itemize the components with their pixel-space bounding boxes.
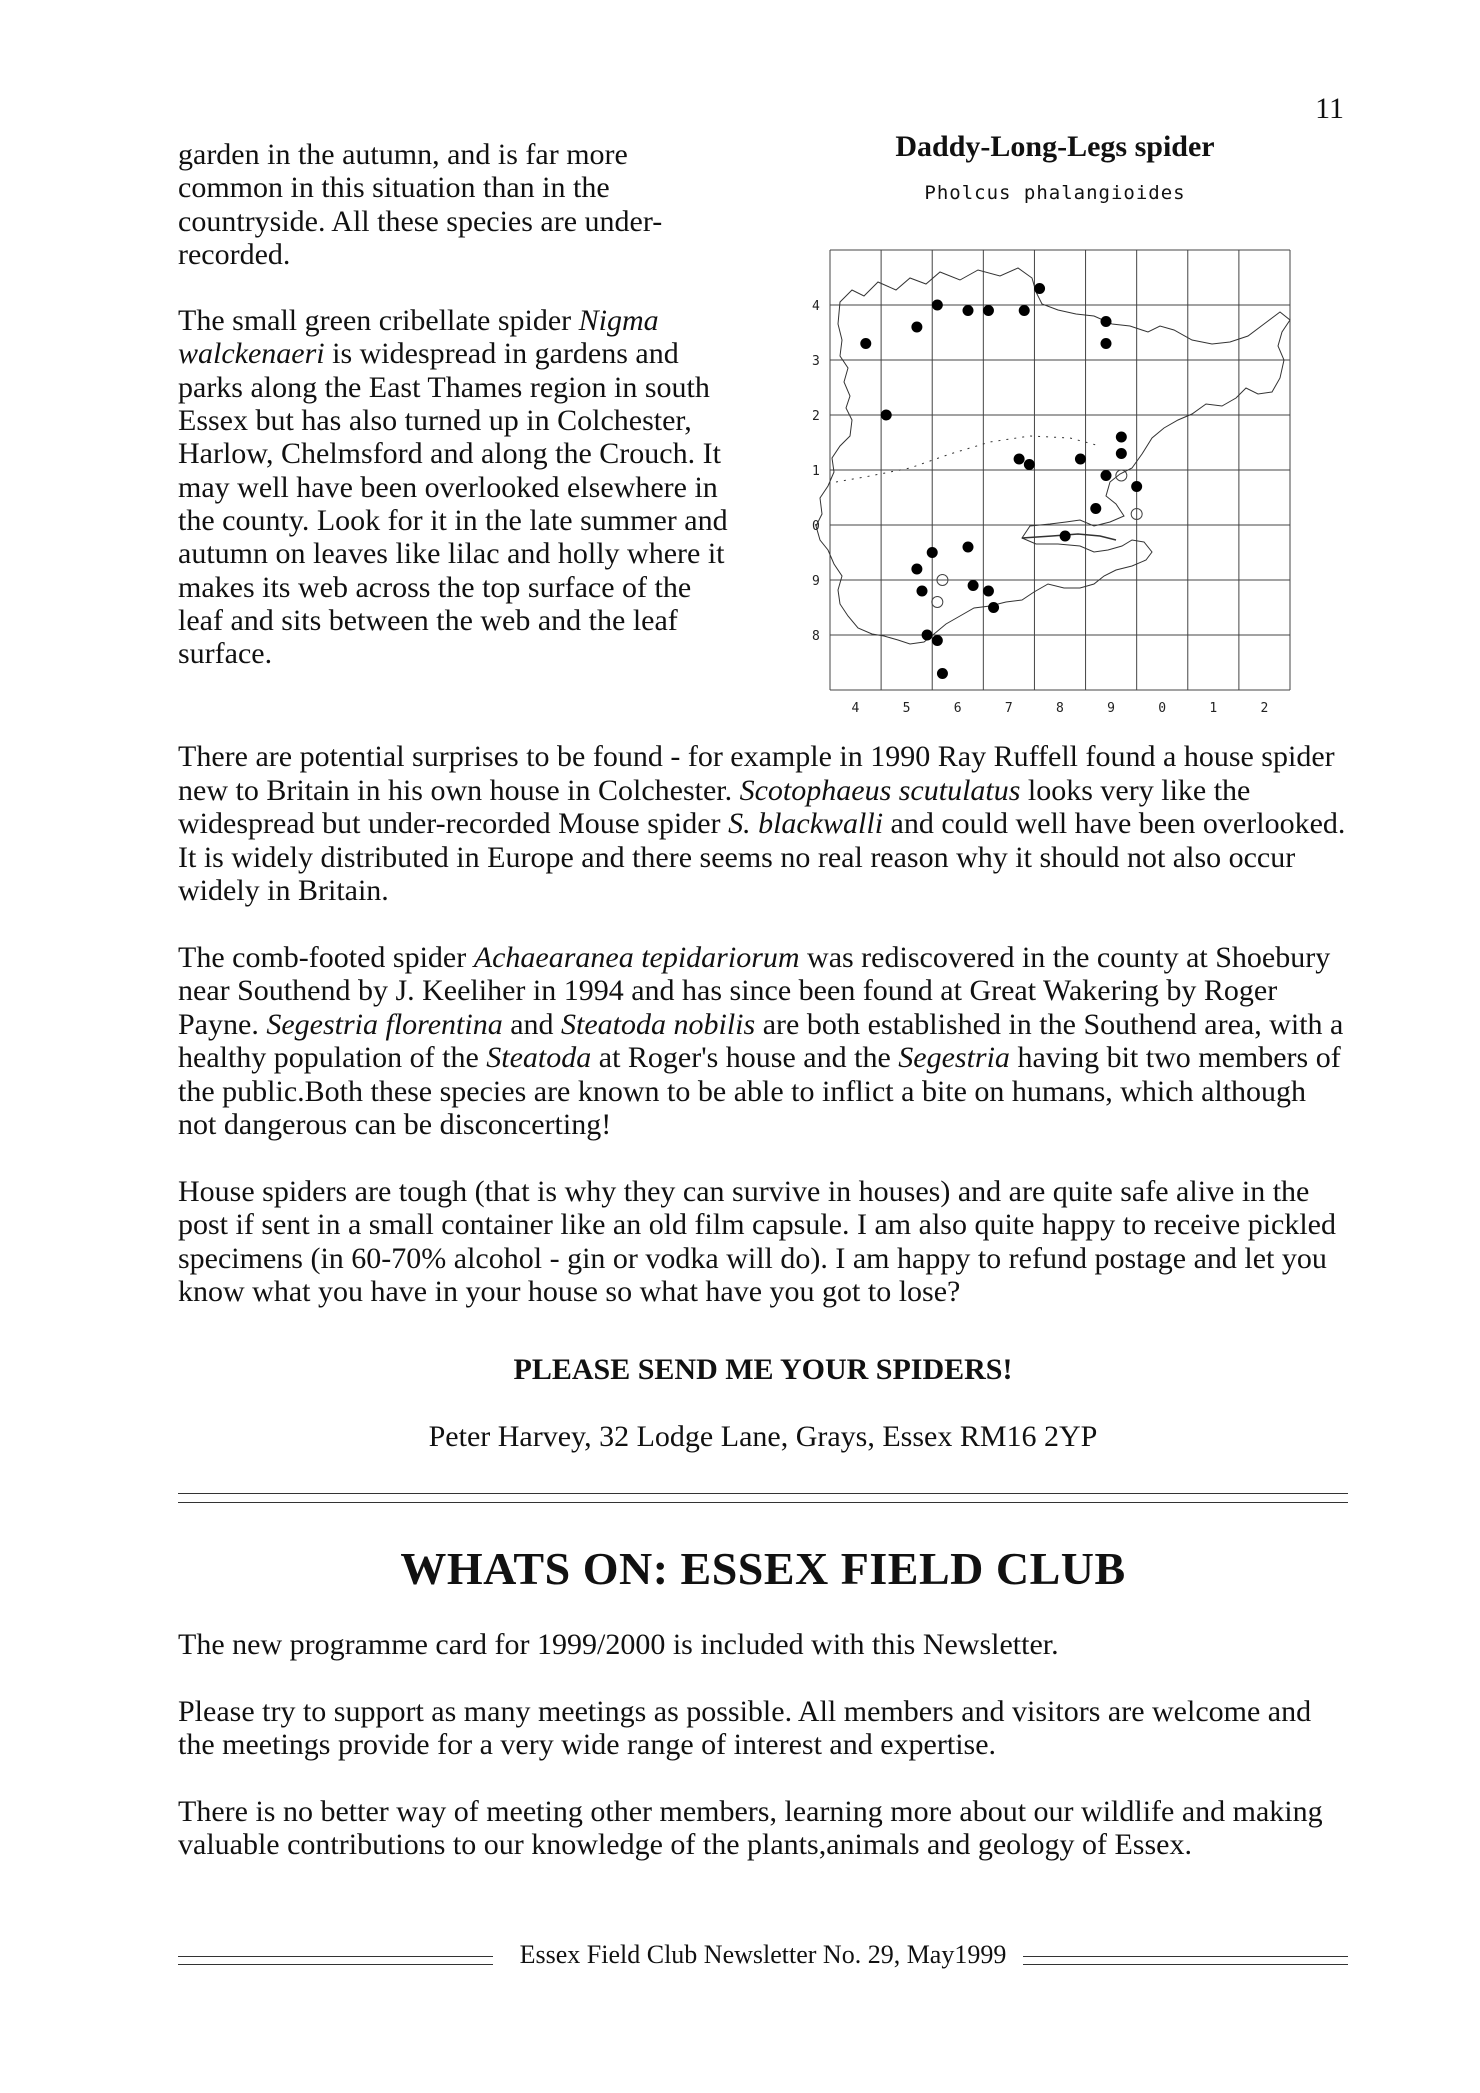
page-number: 11 — [1315, 92, 1344, 125]
estuary-line — [836, 436, 1100, 482]
map-x-label: 0 — [1158, 701, 1167, 716]
record-dot — [927, 547, 938, 558]
map-subtitle: Pholcus phalangioides — [924, 182, 1186, 204]
paragraph-comb-footed — [178, 941, 1348, 1142]
map-x-label: 2 — [1260, 701, 1269, 716]
essex-coastline — [816, 268, 1290, 644]
map-x-label: 8 — [1056, 701, 1064, 716]
map-y-label: 9 — [812, 574, 820, 589]
map-y-label: 1 — [812, 464, 820, 479]
species-name: S. blackwalli — [728, 807, 884, 840]
record-dot — [963, 305, 974, 316]
text-run: There are potential surprises to be found - for example in 1990 Ray Ruffell found a house spider new to Britain in his own house in Colchester. — [178, 740, 1335, 807]
text-run: looks very like the widespread but under-recorded Mouse spider — [178, 773, 1251, 840]
record-dot — [1131, 481, 1142, 492]
species-name: Nigma walckenaeri — [178, 304, 659, 371]
map-y-label: 2 — [812, 409, 820, 424]
paragraph-meet-members: There is no better way of meeting other members, learning more about our wildlife and making valuable contributions to our knowledge of the plants,animals and geology of Essex. — [178, 1794, 1323, 1861]
body-text-whats-on — [178, 1628, 1348, 1862]
record-dot — [983, 305, 994, 316]
record-dot — [911, 564, 922, 575]
distribution-map-figure — [760, 130, 1350, 730]
species-name: Achaearanea tepidariorum — [473, 940, 800, 974]
record-dot — [1014, 454, 1025, 465]
text-run: at Roger's house and the — [591, 1041, 899, 1074]
record-dot — [932, 635, 943, 646]
author-address: Peter Harvey, 32 Lodge Lane, Grays, Essex RM16 2YP — [428, 1420, 1098, 1453]
paragraph-surprises — [178, 740, 1348, 908]
paragraph-support-meetings: Please try to support as many meetings as possible. All members and visitors are welcome and the meetings provide for a very wide range of interest and expertise. — [178, 1694, 1312, 1761]
paragraph-nigma — [178, 304, 738, 670]
record-dot — [922, 630, 933, 641]
species-name: Segestria florentina — [266, 1007, 503, 1041]
map-y-label: 0 — [812, 519, 820, 534]
record-dot — [988, 602, 999, 613]
map-x-label: 1 — [1209, 701, 1218, 716]
map-x-label: 5 — [902, 701, 911, 716]
text-run: The small green cribellate spider — [178, 304, 579, 338]
text-run: having bit two members of the public.Both these species are known to be able to inflict a bite on humans, which although not dangerous can be disconcerting! — [178, 1041, 1341, 1141]
record-dot — [983, 586, 994, 597]
text-run: The comb-footed spider — [178, 940, 474, 974]
text-run: are both established in the Southend area, with a healthy population of the — [178, 1007, 1344, 1074]
text-run: is widespread in gardens and parks along the East Thames region in south Essex but has also turned up in Colchester, Harlow, Chelmsford and along the Crouch. It may well have been overlooked elsewhere in the county. Look for it in the late summer and autumn on leaves like lilac and holly where it makes its web across the top surface of the leaf and sits between the web and the leaf surface. — [178, 337, 728, 671]
divider-rule-bottom — [178, 1502, 1348, 1503]
record-dot — [1101, 338, 1112, 349]
record-dot — [917, 586, 928, 597]
footer-rule-right-2 — [1023, 1964, 1348, 1965]
divider-rule-top — [178, 1493, 1348, 1494]
body-text-upper — [178, 740, 1348, 1309]
record-dot — [1034, 283, 1045, 294]
record-dot — [911, 322, 922, 333]
record-dot — [1075, 454, 1086, 465]
record-dot — [937, 668, 948, 679]
record-dot — [932, 300, 943, 311]
footer — [178, 1940, 1348, 1980]
record-dot — [881, 410, 892, 421]
species-name: Steatoda — [486, 1041, 592, 1074]
record-dot — [1024, 459, 1035, 470]
record-dot — [1116, 448, 1127, 459]
record-dots — [860, 283, 1142, 679]
record-dot — [1090, 503, 1101, 514]
paragraph-programme-card: The new programme card for 1999/2000 is included with this Newsletter. — [178, 1628, 1059, 1661]
map-y-label: 4 — [812, 299, 820, 314]
record-dot — [1101, 316, 1112, 327]
record-dot — [963, 542, 974, 553]
paragraph-house-spiders: House spiders are tough (that is why they can survive in houses) and are quite safe alive in the post if sent in a small container like an old film capsule. I am also quite happy to receive pickled specimens (in 60-70% alcohol - gin or vodka will do). I am happy to refund postage and let you know what you have in your house so what have you got to lose? — [178, 1174, 1336, 1308]
species-name: Scotophaeus scutulatus — [739, 773, 1021, 807]
paragraph-garden: garden in the autumn, and is far more common in this situation than in the countryside. All these species are under-recorded. — [178, 138, 663, 271]
species-name: Segestria — [898, 1041, 1010, 1074]
distribution-map — [760, 220, 1350, 730]
species-name: Steatoda nobilis — [561, 1007, 756, 1041]
record-dot — [968, 580, 979, 591]
record-dot — [1060, 531, 1071, 542]
map-x-label: 7 — [1004, 701, 1013, 716]
appeal-heading: PLEASE SEND ME YOUR SPIDERS! — [513, 1353, 1013, 1386]
record-dot — [1101, 470, 1112, 481]
map-x-label: 9 — [1107, 701, 1115, 716]
map-x-label: 6 — [953, 701, 962, 716]
text-run: was rediscovered in the county at Shoebury near Southend by J. Keeliher in 1994 and has since been found at Great Wakering by Roger Payne. — [178, 940, 1331, 1041]
left-column-text — [178, 138, 738, 670]
map-title: Daddy-Long-Legs spider — [895, 130, 1215, 163]
map-y-label: 3 — [812, 354, 820, 369]
record-dot — [860, 338, 871, 349]
text-run: and — [502, 1007, 562, 1041]
map-x-label: 4 — [851, 701, 860, 716]
record-dot — [1116, 432, 1127, 443]
record-dot — [1019, 305, 1030, 316]
footer-text: Essex Field Club Newsletter No. 29, May1999 — [519, 1940, 1007, 1969]
section-heading-whats-on: WHATS ON: ESSEX FIELD CLUB — [400, 1543, 1126, 1594]
map-y-label: 8 — [812, 629, 820, 644]
text-run: and could well have been overlooked. It is widely distributed in Europe and there seems no real reason why it should not also occur widely in Britain. — [178, 807, 1346, 907]
record-dot-open — [932, 597, 943, 608]
map-axis-labels — [812, 299, 1268, 716]
footer-rule-right-1 — [1023, 1956, 1348, 1957]
